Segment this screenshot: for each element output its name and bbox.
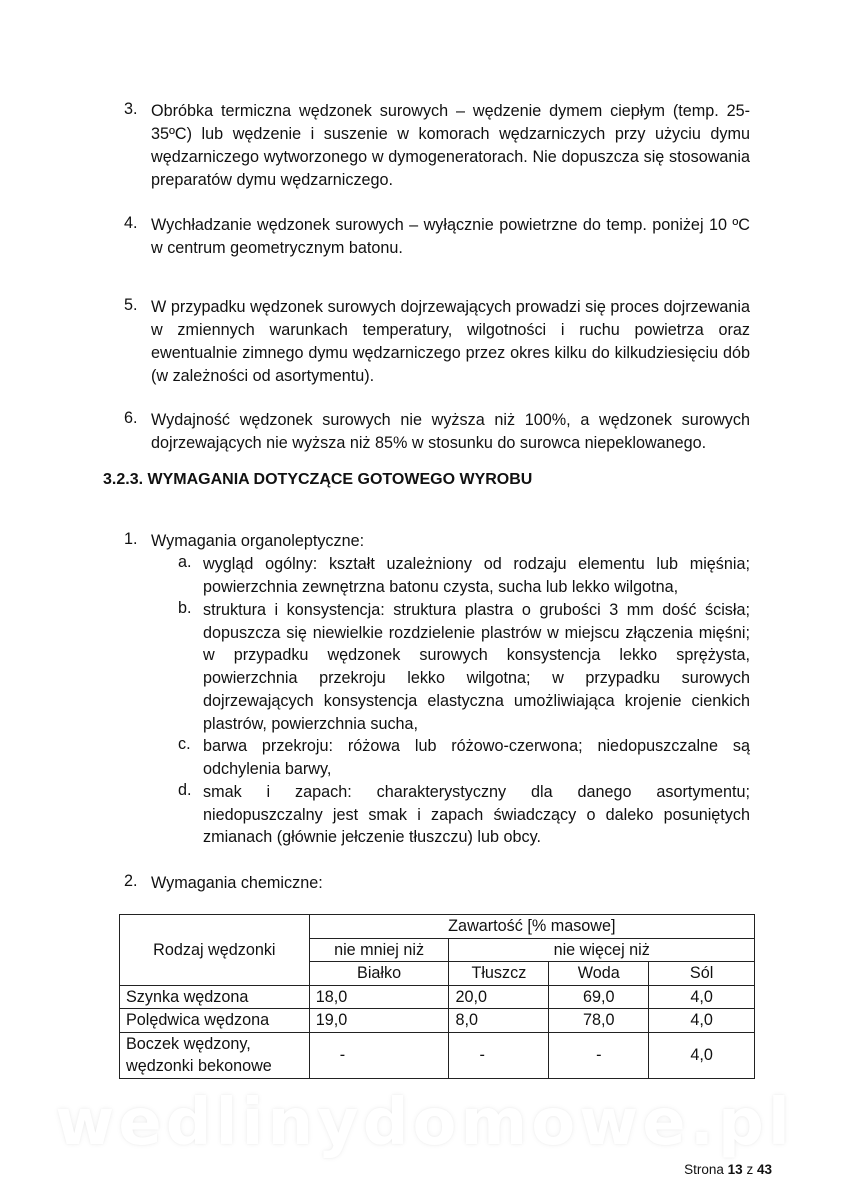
item-number: 4.	[124, 214, 138, 232]
column-header: Białko	[309, 962, 449, 986]
table-cell: 8,0	[449, 1009, 549, 1033]
table-cell: 4,0	[649, 985, 755, 1009]
table-cell: 69,0	[549, 985, 649, 1009]
item-number: 5.	[124, 296, 138, 314]
watermark: wedlinydomowe.pl	[55, 1086, 794, 1160]
sub-item-a	[178, 553, 750, 598]
item-number: 1.	[124, 530, 138, 548]
page-footer	[684, 1162, 772, 1177]
list-item-6	[124, 409, 750, 455]
item-text: Wydajność wędzonek surowych nie wyższa niż 100%, a wędzonek surowych dojrzewających nie wyższa niż 85% w stosunku do surowca niepeklowanego.	[151, 411, 750, 452]
table-cell: 20,0	[449, 985, 549, 1009]
item-text: Wymagania chemiczne:	[151, 874, 323, 892]
list-item-4	[124, 214, 750, 260]
item-text: Wymagania organoleptyczne:	[151, 532, 365, 550]
row-name	[120, 1032, 310, 1078]
table-cell: 19,0	[309, 1009, 449, 1033]
table-cell: 4,0	[649, 1032, 755, 1078]
group-header-cell: Zawartość [% masowe]	[309, 915, 754, 939]
table-cell: 4,0	[649, 1009, 755, 1033]
organoleptic-title	[124, 530, 750, 553]
sub-item-text: struktura i konsystencja: struktura plastra o grubości 3 mm dość ścisła; dopuszcza się niewielkie rozdzielenie plastrów w miejscu złączenia mięśni; w przypadku wędzonek surowych konsystencja lekko sprężysta, powierzchnia przekroju lekko wilgotna; w przypadku surowych dojrzewających konsystencja elastyczna umożliwiająca krojenie cienkich plastrów, powierzchnia sucha,	[203, 601, 750, 733]
table-row	[120, 985, 755, 1009]
column-header: Sól	[649, 962, 755, 986]
footer-total-pages: 43	[756, 1162, 772, 1177]
footer-prefix: Strona	[684, 1162, 724, 1177]
row-name: Polędwica wędzona	[120, 1009, 310, 1033]
item-number: 3.	[124, 100, 138, 118]
sub-item-text: wygląd ogólny: kształt uzależniony od rodzaju elementu lub mięśnia; powierzchnia zewnętrzna batonu czysta, sucha lub lekko wilgotna,	[203, 555, 750, 596]
min-label-cell: nie mniej niż	[309, 938, 449, 962]
chemical-requirements-table	[119, 914, 755, 1079]
item-number: 2.	[124, 872, 138, 890]
item-number: 6.	[124, 409, 138, 427]
sub-item-letter: a.	[178, 553, 192, 571]
row-name-line: Boczek wędzony,	[126, 1035, 251, 1053]
sub-item-d	[178, 781, 750, 849]
list-item-3	[124, 100, 750, 192]
footer-separator: z	[746, 1162, 754, 1177]
column-header: Woda	[549, 962, 649, 986]
list-item-5	[124, 296, 750, 388]
max-label-cell: nie więcej niż	[449, 938, 755, 962]
row-header-cell: Rodzaj wędzonki	[120, 915, 310, 986]
table-cell: -	[449, 1032, 549, 1078]
table-cell: 18,0	[309, 985, 449, 1009]
table-header-row	[120, 915, 755, 939]
column-header: Tłuszcz	[449, 962, 549, 986]
sub-item-c	[178, 735, 750, 780]
row-name: Szynka wędzona	[120, 985, 310, 1009]
row-name-line: wędzonki bekonowe	[126, 1057, 272, 1075]
item-text: Wychładzanie wędzonek surowych – wyłącznie powietrzne do temp. poniżej 10 ºC w centrum geometrycznym batonu.	[151, 216, 750, 257]
sub-item-text: barwa przekroju: różowa lub różowo-czerwona; niedopuszczalne są odchylenia barwy,	[203, 737, 750, 778]
sub-item-letter: b.	[178, 599, 192, 617]
table-cell: -	[309, 1032, 449, 1078]
footer-page-number: 13	[727, 1162, 743, 1177]
item-text: W przypadku wędzonek surowych dojrzewających prowadzi się proces dojrzewania w zmiennych warunkach temperatury, wilgotności i ruchu powietrza oraz ewentualnie zimnego dymu wędzarniczego przez okres kilku do kilkudziesięciu dób (w zależności od asortymentu).	[151, 298, 750, 385]
section-heading: 3.2.3. WYMAGANIA DOTYCZĄCE GOTOWEGO WYROBU	[103, 471, 533, 488]
item-text: Obróbka termiczna wędzonek surowych – wędzenie dymem ciepłym (temp. 25-35ºC) lub wędzenie i suszenie w komorach wędzarniczych przy użyciu dymu wędzarniczego wytworzonego w dymogeneratorach. Nie dopuszcza się stosowania preparatów dymu wędzarniczego.	[151, 102, 750, 189]
table-row	[120, 1032, 755, 1078]
table-row	[120, 1009, 755, 1033]
chemical-title	[124, 872, 750, 895]
sub-item-text: smak i zapach: charakterystyczny dla danego asortymentu; niedopuszczalny jest smak i zapach świadczący o daleko posuniętych zmianach (głównie jełczenie tłuszczu) lub obcy.	[203, 783, 750, 847]
sub-item-letter: c.	[178, 735, 191, 753]
sub-item-b	[178, 599, 750, 735]
sub-item-letter: d.	[178, 781, 192, 799]
table-cell: 78,0	[549, 1009, 649, 1033]
table-cell: -	[549, 1032, 649, 1078]
